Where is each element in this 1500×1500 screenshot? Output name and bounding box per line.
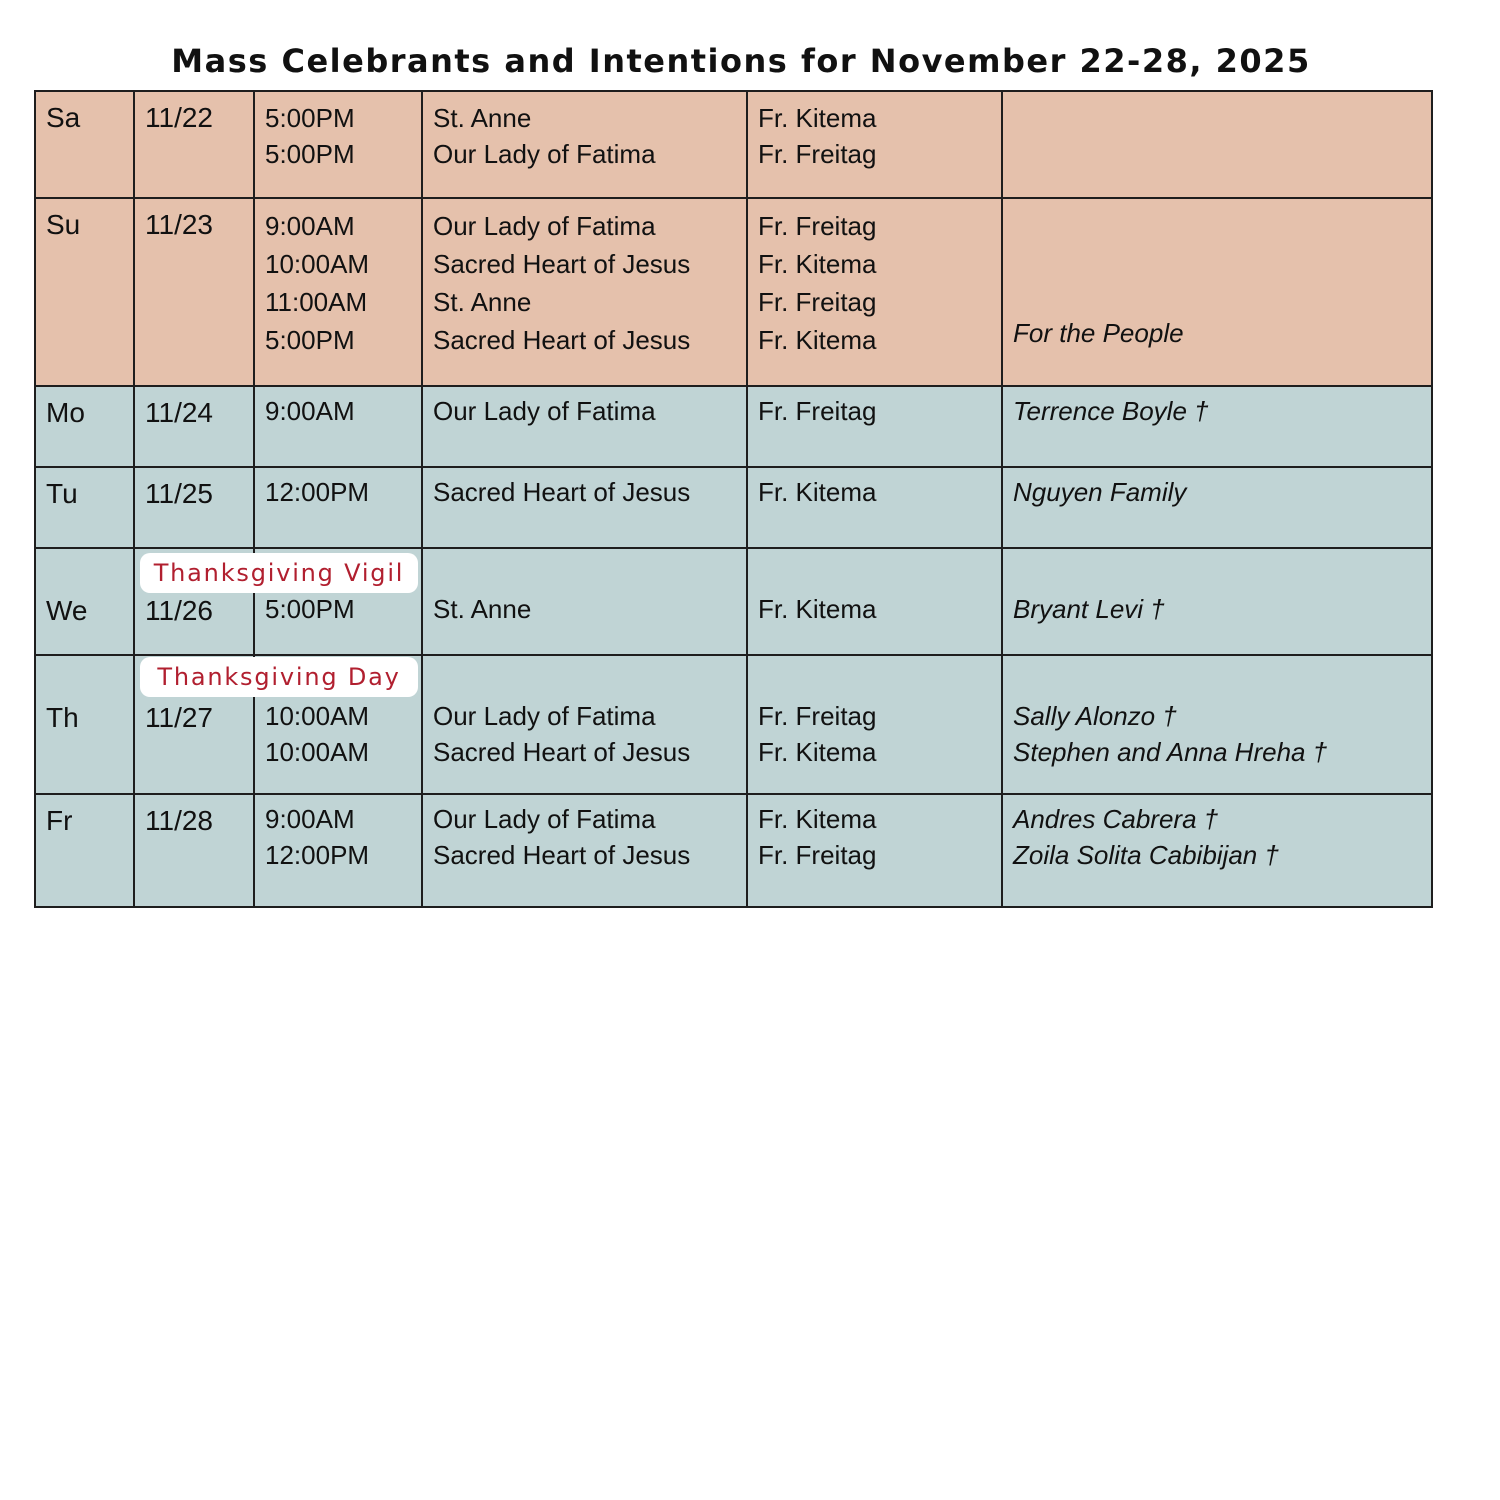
celebrant-cell	[747, 91, 1002, 198]
schedule-row-saturday	[35, 91, 1432, 198]
time-text: 11:00AM	[265, 287, 368, 317]
celebrant-text: Fr. Kitema	[758, 804, 877, 834]
intention-text: Zoila Solita Cabibijan †	[1013, 840, 1279, 870]
celebrant-text: Fr. Freitag	[758, 139, 877, 169]
intention-text: Sally Alonzo †	[1013, 701, 1177, 731]
church-text: Our Lady of Fatima	[433, 139, 656, 169]
church-text: St. Anne	[433, 103, 532, 133]
church-cell: Our Lady of Fatima	[422, 386, 747, 467]
church-cell: St. Anne	[422, 548, 747, 655]
time-cell: 5:00PM	[254, 548, 422, 655]
church-text: Our Lady of Fatima	[433, 804, 656, 834]
time-text: 12:00PM	[265, 840, 370, 870]
celebrant-cell: Fr. Kitema	[747, 467, 1002, 548]
time-text: 9:00AM	[265, 211, 355, 241]
church-cell: Sacred Heart of Jesus	[422, 467, 747, 548]
schedule-row-friday	[35, 794, 1432, 907]
intention-text: For the People	[1013, 318, 1184, 348]
thanksgiving-vigil-badge: Thanksgiving Vigil	[140, 553, 418, 593]
day-cell: Mo	[35, 386, 134, 467]
time-text: 10:00AM	[265, 249, 370, 279]
celebrant-text: Fr. Kitema	[758, 249, 877, 279]
mass-schedule-table	[34, 90, 1433, 908]
celebrant-text: Fr. Kitema	[758, 737, 877, 767]
celebrant-cell: Fr. Freitag	[747, 386, 1002, 467]
intention-cell: Bryant Levi †	[1002, 548, 1432, 655]
date-cell: 11/23	[134, 198, 254, 386]
page-title: Mass Celebrants and Intentions for November 22-28, 2025	[171, 42, 1311, 80]
schedule-row-monday	[35, 386, 1432, 467]
celebrant-cell	[747, 794, 1002, 907]
date-cell: 11/22	[134, 91, 254, 198]
date-cell: 11/26	[134, 548, 254, 655]
time-cell: 12:00PM	[254, 467, 422, 548]
church-cell	[422, 198, 747, 386]
time-text: 5:00PM	[265, 103, 355, 133]
celebrant-text: Fr. Freitag	[758, 287, 877, 317]
celebrant-text: Fr. Kitema	[758, 325, 877, 355]
intention-cell	[1002, 91, 1432, 198]
day-cell: Th	[35, 655, 134, 794]
intention-cell: Nguyen Family	[1002, 467, 1432, 548]
time-cell	[254, 198, 422, 386]
church-text: Sacred Heart of Jesus	[433, 325, 691, 355]
date-cell: 11/27	[134, 655, 254, 794]
day-cell: We	[35, 548, 134, 655]
church-text: Sacred Heart of Jesus	[433, 249, 691, 279]
intention-cell: Terrence Boyle †	[1002, 386, 1432, 467]
celebrant-text: Fr. Freitag	[758, 840, 877, 870]
celebrant-text: Fr. Freitag	[758, 701, 877, 731]
time-cell	[254, 794, 422, 907]
date-cell: 11/25	[134, 467, 254, 548]
intention-text: Andres Cabrera †	[1013, 804, 1219, 834]
day-cell: Tu	[35, 467, 134, 548]
day-cell: Fr	[35, 794, 134, 907]
date-cell: 11/28	[134, 794, 254, 907]
celebrant-text: Fr. Kitema	[758, 103, 877, 133]
intention-cell	[1002, 198, 1432, 386]
church-cell	[422, 655, 747, 794]
time-text: 9:00AM	[265, 804, 355, 834]
schedule-row-tuesday	[35, 467, 1432, 548]
thanksgiving-day-badge: Thanksgiving Day	[140, 657, 418, 697]
church-text: St. Anne	[433, 287, 532, 317]
time-text: 5:00PM	[265, 139, 355, 169]
church-cell	[422, 794, 747, 907]
celebrant-cell	[747, 655, 1002, 794]
church-text: Our Lady of Fatima	[433, 211, 656, 241]
celebrant-cell: Fr. Kitema	[747, 548, 1002, 655]
celebrant-cell	[747, 198, 1002, 386]
time-text: 5:00PM	[265, 325, 355, 355]
time-text: 10:00AM	[265, 701, 370, 731]
church-text: Our Lady of Fatima	[433, 701, 656, 731]
time-text: 10:00AM	[265, 737, 370, 767]
celebrant-text: Fr. Freitag	[758, 211, 877, 241]
time-cell: 9:00AM	[254, 386, 422, 467]
time-cell	[254, 91, 422, 198]
day-cell: Su	[35, 198, 134, 386]
church-text: Sacred Heart of Jesus	[433, 737, 691, 767]
church-text: Sacred Heart of Jesus	[433, 840, 691, 870]
intention-cell	[1002, 655, 1432, 794]
date-cell: 11/24	[134, 386, 254, 467]
schedule-row-sunday	[35, 198, 1432, 386]
church-cell	[422, 91, 747, 198]
day-cell: Sa	[35, 91, 134, 198]
intention-cell	[1002, 794, 1432, 907]
intention-text: Stephen and Anna Hreha †	[1013, 737, 1328, 767]
